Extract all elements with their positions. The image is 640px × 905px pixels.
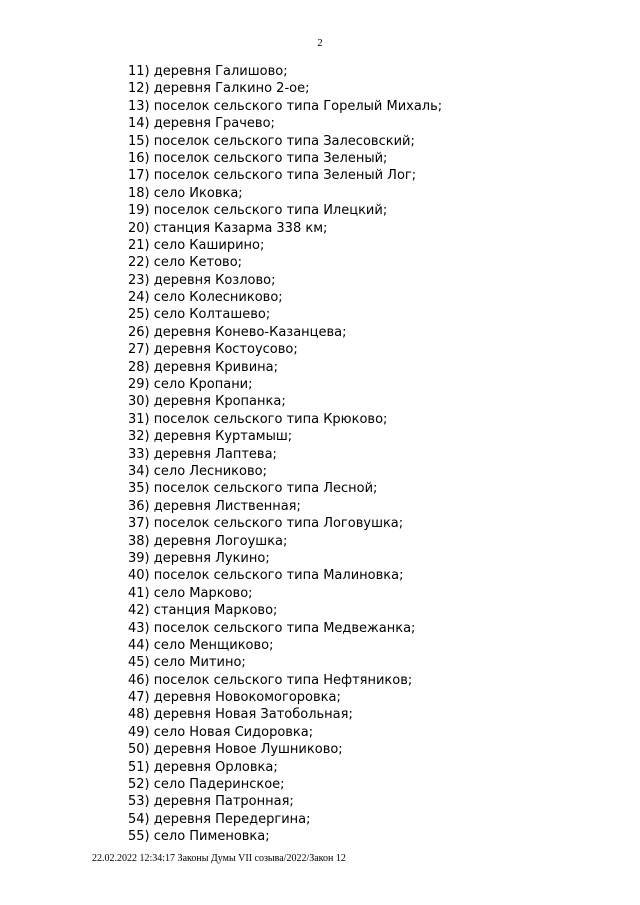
list-item: 55) село Пименовка; xyxy=(128,829,270,845)
list-item: 47) деревня Новокомогоровка; xyxy=(128,690,341,706)
list-item: 21) село Каширино; xyxy=(128,237,265,253)
document-footer: 22.02.2022 12:34:17 Законы Думы VII созыва/2022/Закон 12 xyxy=(92,853,346,864)
list-item: 33) деревня Лаптева; xyxy=(128,446,277,462)
list-item: 51) деревня Орловка; xyxy=(128,759,278,775)
list-item: 50) деревня Новое Лушниково; xyxy=(128,742,343,758)
list-item: 28) деревня Кривина; xyxy=(128,359,278,375)
list-item: 30) деревня Кропанка; xyxy=(128,394,286,410)
list-item: 12) деревня Галкино 2-ое; xyxy=(128,81,310,97)
list-item: 18) село Иковка; xyxy=(128,185,243,201)
list-item: 37) поселок сельского типа Логовушка; xyxy=(128,516,404,532)
list-item: 42) станция Марково; xyxy=(128,603,278,619)
list-item: 25) село Колташево; xyxy=(128,307,271,323)
list-item: 31) поселок сельского типа Крюково; xyxy=(128,411,388,427)
list-item: 48) деревня Новая Затобольная; xyxy=(128,707,353,723)
list-item: 32) деревня Куртамыш; xyxy=(128,429,293,445)
list-item: 39) деревня Лукино; xyxy=(128,550,270,566)
list-item: 24) село Колесниково; xyxy=(128,290,283,306)
list-item: 14) деревня Грачево; xyxy=(128,116,275,132)
list-item: 27) деревня Костоусово; xyxy=(128,342,298,358)
list-item: 36) деревня Лиственная; xyxy=(128,498,301,514)
list-item: 17) поселок сельского типа Зеленый Лог; xyxy=(128,168,417,184)
list-item: 29) село Кропани; xyxy=(128,377,253,393)
list-item: 53) деревня Патронная; xyxy=(128,794,294,810)
list-item: 45) село Митино; xyxy=(128,655,246,671)
settlement-list xyxy=(128,63,442,846)
list-item: 41) село Марково; xyxy=(128,585,253,601)
list-item: 44) село Менщиково; xyxy=(128,637,274,653)
list-item: 19) поселок сельского типа Илецкий; xyxy=(128,203,388,219)
list-item: 49) село Новая Сидоровка; xyxy=(128,724,314,740)
list-item: 40) поселок сельского типа Малиновка; xyxy=(128,568,404,584)
page-number: 2 xyxy=(317,37,323,49)
list-item: 22) село Кетово; xyxy=(128,255,243,271)
list-item: 16) поселок сельского типа Зеленый; xyxy=(128,150,388,166)
list-item: 20) станция Казарма 338 км; xyxy=(128,220,328,236)
list-item: 46) поселок сельского типа Нефтяников; xyxy=(128,672,413,688)
list-item: 35) поселок сельского типа Лесной; xyxy=(128,481,378,497)
list-item: 11) деревня Галишово; xyxy=(128,64,288,79)
list-item: 23) деревня Козлово; xyxy=(128,272,276,288)
list-item: 43) поселок сельского типа Медвежанка; xyxy=(128,620,416,636)
list-item: 13) поселок сельского типа Горелый Михаль; xyxy=(128,98,443,114)
list-item: 34) село Лесниково; xyxy=(128,463,267,479)
list-item: 15) поселок сельского типа Залесовский; xyxy=(128,133,415,149)
list-item: 38) деревня Логоушка; xyxy=(128,533,288,549)
list-item: 54) деревня Передергина; xyxy=(128,811,311,827)
list-item: 26) деревня Конево-Казанцева; xyxy=(128,324,347,340)
list-item: 52) село Падеринское; xyxy=(128,777,285,793)
